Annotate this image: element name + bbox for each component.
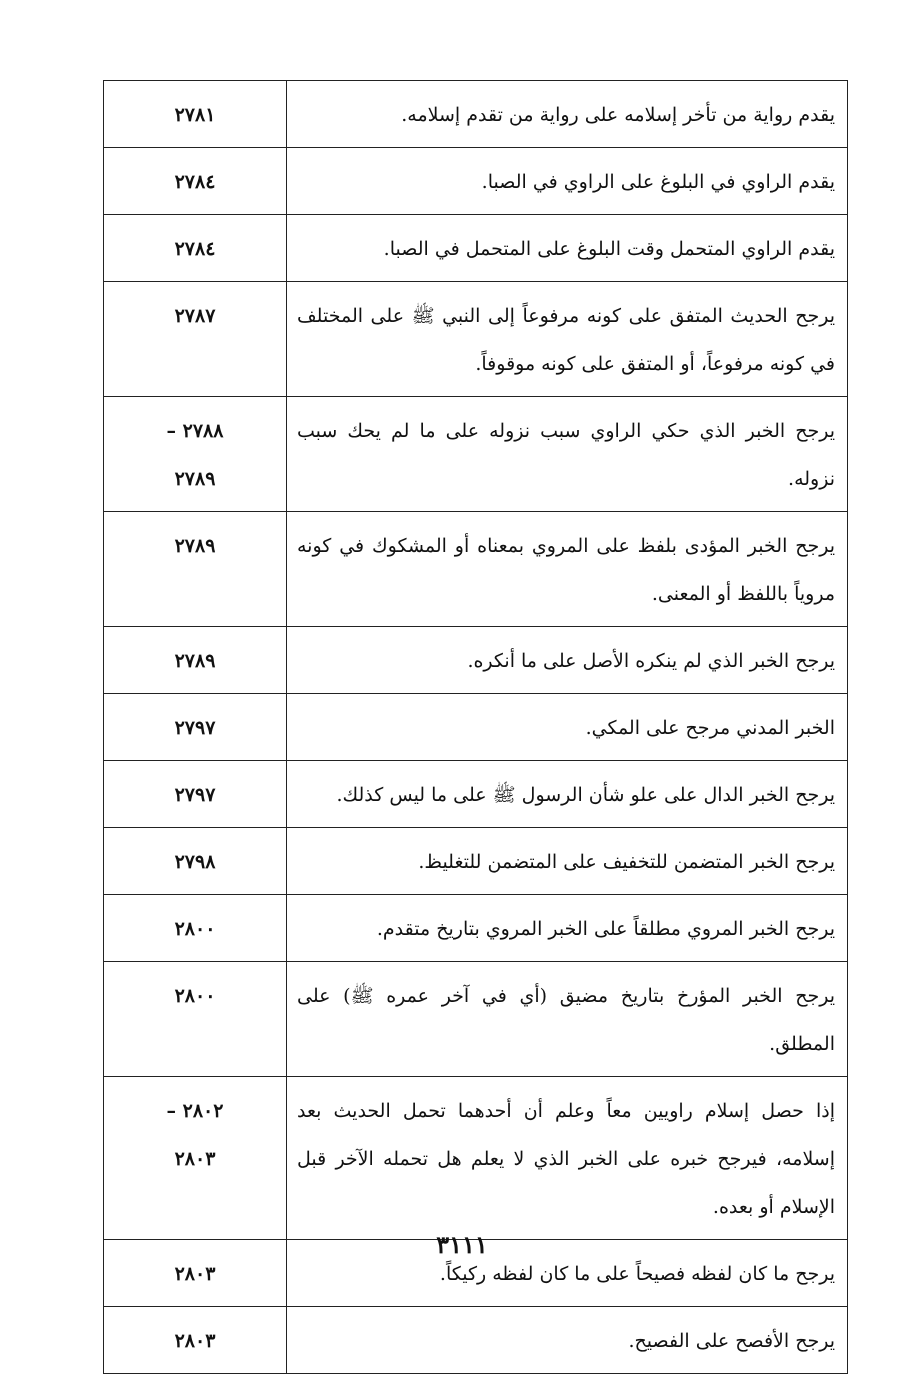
page-reference-cell: ٢٨٠٠ [104, 895, 287, 962]
table-row [104, 81, 848, 148]
page-reference-cell: ٢٧٨١ [104, 81, 287, 148]
page-reference-cell: ٢٨٠٣ [104, 1307, 287, 1374]
rule-text-cell: يقدم رواية من تأخر إسلامه على رواية من تقدم إسلامه. [287, 81, 848, 148]
rule-text-cell: يقدم الراوي في البلوغ على الراوي في الصبا. [287, 148, 848, 215]
rule-text-cell: يرجح الخبر المؤدى بلفظ على المروي بمعناه أو المشكوك في كونه مروياً باللفظ أو المعنى. [287, 512, 848, 627]
table-row [104, 215, 848, 282]
rule-text-cell: يرجح الخبر المروي مطلقاً على الخبر المروي بتاريخ متقدم. [287, 895, 848, 962]
page-reference-cell: ٢٨٠٠ [104, 962, 287, 1077]
rule-text-cell: الخبر المدني مرجح على المكي. [287, 694, 848, 761]
table-row [104, 962, 848, 1077]
page-reference-cell: ٢٧٨٩ [104, 627, 287, 694]
table-row [104, 761, 848, 828]
rule-text-cell: يرجح الخبر الذي لم ينكره الأصل على ما أنكره. [287, 627, 848, 694]
page-reference-cell: ٢٨٠٢ – ٢٨٠٣ [104, 1077, 287, 1240]
rule-text-cell: يرجح الخبر المؤرخ بتاريخ مضيق (أي في آخر عمره ﷺ) على المطلق. [287, 962, 848, 1077]
page-reference-cell: ٢٧٨٤ [104, 148, 287, 215]
table-row [104, 627, 848, 694]
rule-text-cell: يرجح ما كان لفظه فصيحاً على ما كان لفظه ركيكاً. [287, 1240, 848, 1307]
rule-text-cell: يرجح الخبر الدال على علو شأن الرسول ﷺ على ما ليس كذلك. [287, 761, 848, 828]
page-reference-cell: ٢٧٨٧ [104, 282, 287, 397]
page-number: ٣١١١ [436, 1230, 488, 1259]
page-reference-cell: ٢٧٨٤ [104, 215, 287, 282]
table-row [104, 694, 848, 761]
rule-text-cell: يرجح الأفصح على الفصيح. [287, 1307, 848, 1374]
table-row [104, 397, 848, 512]
page-reference-cell: ٢٧٨٩ [104, 512, 287, 627]
rule-text-cell: إذا حصل إسلام راويين معاً وعلم أن أحدهما تحمل الحديث بعد إسلامه، فيرجح خبره على الخبر الذي لا يعلم هل تحمله الآخر قبل الإسلام أو بعده. [287, 1077, 848, 1240]
rule-text-cell: يرجح الخبر المتضمن للتخفيف على المتضمن للتغليظ. [287, 828, 848, 895]
index-table [103, 80, 848, 1374]
table-row [104, 1077, 848, 1240]
index-table-body [104, 81, 848, 1374]
table-row [104, 282, 848, 397]
page-reference-cell: ٢٧٩٧ [104, 761, 287, 828]
page-reference-cell: ٢٨٠٣ [104, 1240, 287, 1307]
rule-text-cell: يرجح الخبر الذي حكي الراوي سبب نزوله على ما لم يحك سبب نزوله. [287, 397, 848, 512]
table-row [104, 828, 848, 895]
rule-text-cell: يرجح الحديث المتفق على كونه مرفوعاً إلى النبي ﷺ على المختلف في كونه مرفوعاً، أو المتفق على كونه موقوفاً. [287, 282, 848, 397]
page-reference-cell: ٢٧٨٨ – ٢٧٨٩ [104, 397, 287, 512]
table-row [104, 148, 848, 215]
table-row [104, 895, 848, 962]
table-row [104, 1307, 848, 1374]
table-row [104, 512, 848, 627]
rule-text-cell: يقدم الراوي المتحمل وقت البلوغ على المتحمل في الصبا. [287, 215, 848, 282]
page-reference-cell: ٢٧٩٨ [104, 828, 287, 895]
page-reference-cell: ٢٧٩٧ [104, 694, 287, 761]
